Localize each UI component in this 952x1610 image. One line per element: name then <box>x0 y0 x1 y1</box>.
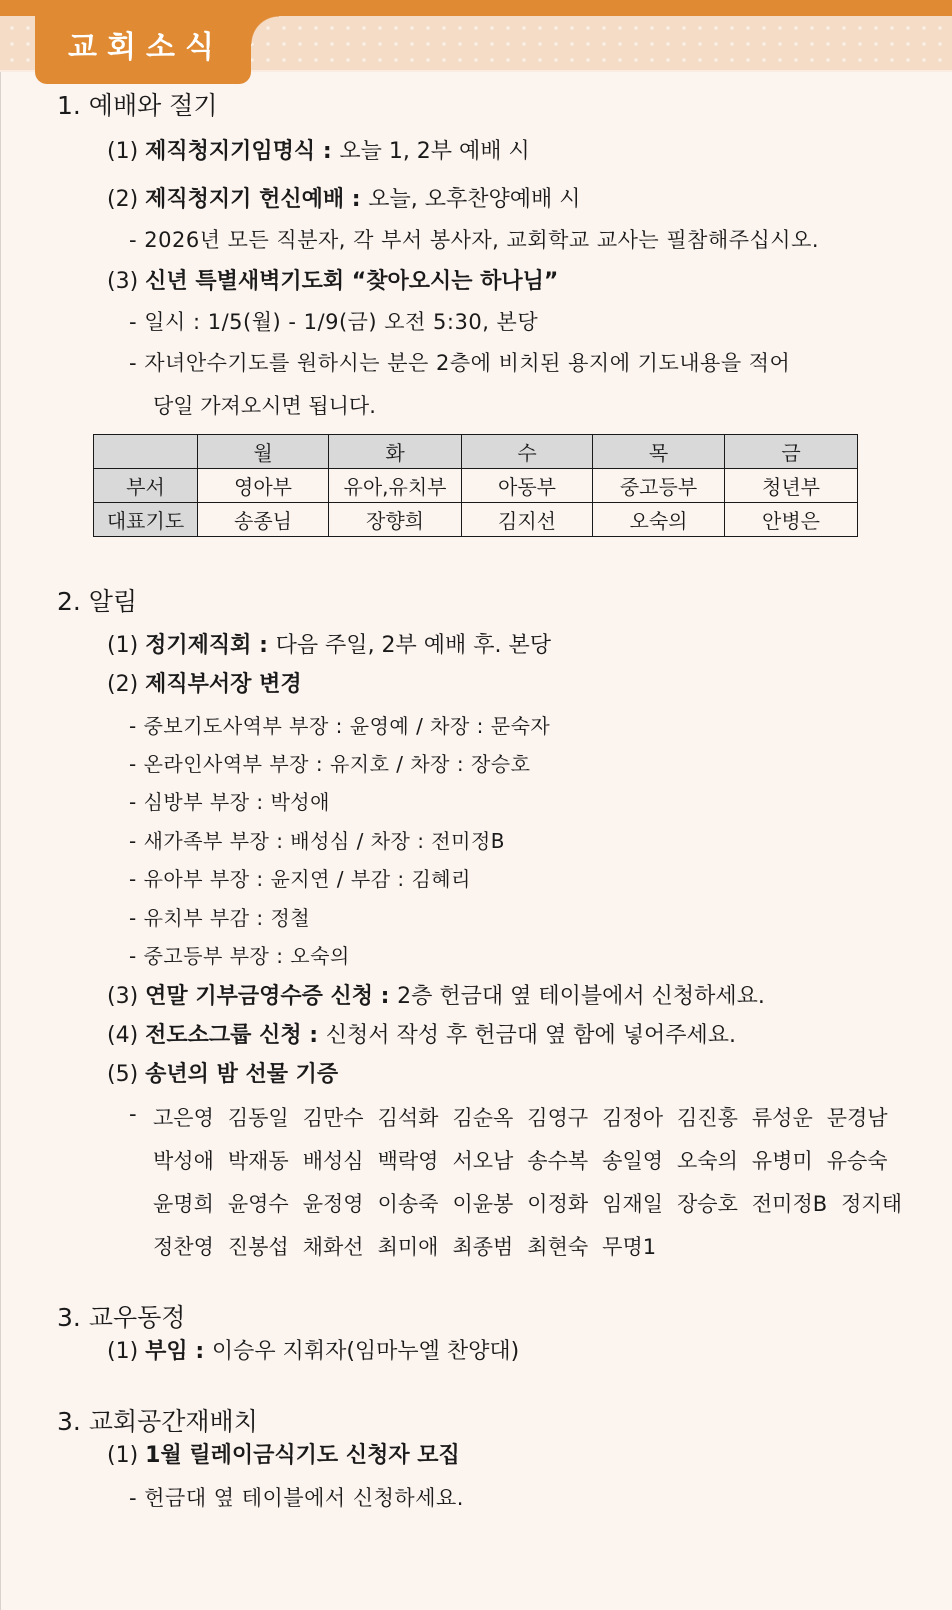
bullet-dept-change: - 중고등부 부장 : 오숙의 <box>129 944 350 968</box>
table-cell: 송종님 <box>198 503 329 537</box>
table-header-row <box>94 435 858 469</box>
donor-name: 장승호 <box>677 1192 738 1216</box>
table-header-cell: 화 <box>329 435 462 469</box>
bullet-dept-change: - 새가족부 부장 : 배성심 / 차장 : 전미정B <box>129 829 505 853</box>
bullet-dept-change: - 온라인사역부 부장 : 유지호 / 차장 : 장승호 <box>129 752 531 776</box>
donor-name: 김동일 <box>227 1106 289 1130</box>
donor-name: 문경남 <box>826 1106 888 1130</box>
table-row <box>94 469 858 503</box>
item-number: (2) <box>107 672 139 697</box>
item-announce-5 <box>107 1057 338 1088</box>
table-cell: 중고등부 <box>593 469 725 503</box>
bullet-dept-change: - 유아부 부장 : 윤지연 / 부감 : 김혜리 <box>129 867 471 891</box>
donor-name: 채화선 <box>302 1235 364 1259</box>
item-announce-1 <box>107 628 551 659</box>
donor-name: 최미애 <box>377 1235 439 1259</box>
table-header-cell: 월 <box>198 435 329 469</box>
item-text: 신청서 작성 후 헌금대 옆 함에 넣어주세요. <box>325 1023 736 1048</box>
donor-name: 유승숙 <box>826 1149 888 1173</box>
donor-names-line <box>153 1145 902 1175</box>
bullet-continuation: 당일 가져오시면 됩니다. <box>153 394 376 418</box>
table-cell: 장향희 <box>329 503 462 537</box>
table-cell: 안병은 <box>725 503 858 537</box>
table-cell: 영아부 <box>198 469 329 503</box>
donor-name: 백락영 <box>377 1149 439 1173</box>
item-label: 연말 기부금영수증 신청 <box>145 984 374 1009</box>
donor-name: 진봉섭 <box>227 1235 289 1259</box>
item-label: 송년의 밤 선물 기증 <box>145 1062 339 1087</box>
donor-name: 류성운 <box>751 1106 813 1130</box>
item-number: (1) <box>107 633 139 658</box>
prayer-schedule-table <box>93 434 858 537</box>
item-number: (2) <box>107 187 139 212</box>
item-number: (1) <box>107 1443 139 1468</box>
item-text: 이승우 지휘자(임마누엘 찬양대) <box>211 1339 520 1364</box>
item-separator: : <box>251 633 276 658</box>
donor-name: 송일영 <box>602 1149 664 1173</box>
donor-name: 임재일 <box>602 1192 664 1216</box>
donor-name: 전미정B <box>751 1192 828 1216</box>
table-cell: 유아,유치부 <box>329 469 462 503</box>
donor-name: 김진홍 <box>677 1106 738 1130</box>
table-header-cell: 수 <box>462 435 593 469</box>
item-label: 제직청지기임명식 <box>145 139 316 164</box>
donor-names-line <box>153 1102 902 1132</box>
bullet-schedule: - 일시 : 1/5(월) - 1/9(금) 오전 5:30, 본당 <box>129 310 539 334</box>
table-row <box>94 503 858 537</box>
item-worship-3 <box>107 264 558 295</box>
donor-name: 최종범 <box>452 1235 514 1259</box>
item-separator: : <box>344 187 369 212</box>
donor-name: 이윤봉 <box>452 1192 514 1216</box>
page-title: 교회소식 <box>68 30 224 65</box>
donor-name: 윤영수 <box>227 1192 289 1216</box>
donor-name: 윤정영 <box>302 1192 364 1216</box>
item-text: 다음 주일, 2부 예배 후. 본당 <box>275 633 552 658</box>
item-number: (3) <box>107 269 139 294</box>
table-row-label: 대표기도 <box>94 503 198 537</box>
section-title-member-news: 3. 교우동정 <box>57 1303 186 1332</box>
donor-name: 배성심 <box>302 1149 364 1173</box>
table-header-cell: 금 <box>725 435 858 469</box>
item-text: 오늘 1, 2부 예배 시 <box>339 139 530 164</box>
donor-name: 박성애 <box>153 1149 214 1173</box>
item-announce-3 <box>107 979 765 1010</box>
item-number: (1) <box>107 139 139 164</box>
item-text: 오늘, 오후찬양예배 시 <box>368 187 581 212</box>
table-cell: 김지선 <box>462 503 593 537</box>
donor-name: 서오남 <box>452 1149 514 1173</box>
table-header-cell: 목 <box>593 435 725 469</box>
page-left-border <box>0 0 1 1610</box>
item-text: 2층 헌금대 옆 테이블에서 신청하세요. <box>397 984 765 1009</box>
donor-name: 무명1 <box>602 1235 657 1259</box>
item-number: (4) <box>107 1023 139 1048</box>
item-member-news-1 <box>107 1334 519 1365</box>
item-label: 정기제직회 <box>145 633 252 658</box>
item-announce-2 <box>107 667 302 698</box>
item-label: 부임 <box>145 1339 188 1364</box>
bullet-dept-change: - 중보기도사역부 부장 : 윤영예 / 차장 : 문숙자 <box>129 714 551 738</box>
item-number: (1) <box>107 1339 139 1364</box>
donor-name: 이정화 <box>527 1192 589 1216</box>
item-announce-4 <box>107 1018 736 1049</box>
item-number: (3) <box>107 984 139 1009</box>
item-label: 신년 특별새벽기도회 “찾아오시는 하나님” <box>145 269 559 294</box>
item-number: (5) <box>107 1062 139 1087</box>
table-row-label: 부서 <box>94 469 198 503</box>
donor-names-line <box>153 1188 916 1218</box>
donor-list-dash: - <box>129 1102 138 1126</box>
table-cell: 아동부 <box>462 469 593 503</box>
item-label: 제직청지기 헌신예배 <box>145 187 345 212</box>
donor-name: 정지태 <box>841 1192 902 1216</box>
donor-name: 오숙의 <box>677 1149 738 1173</box>
item-separator: : <box>315 139 340 164</box>
donor-name: 김영구 <box>527 1106 589 1130</box>
donor-name: 송수복 <box>527 1149 589 1173</box>
donor-name: 유병미 <box>751 1149 813 1173</box>
item-separator: : <box>301 1023 326 1048</box>
item-worship-2 <box>107 182 580 213</box>
table-header-cell <box>94 435 198 469</box>
donor-name: 이송죽 <box>377 1192 439 1216</box>
table-cell: 오숙의 <box>593 503 725 537</box>
item-separator: : <box>187 1339 212 1364</box>
donor-name: 김순옥 <box>452 1106 514 1130</box>
bullet-dept-change: - 유치부 부감 : 정철 <box>129 906 311 930</box>
section-title-worship: 1. 예배와 절기 <box>57 91 218 120</box>
donor-name: 정찬영 <box>153 1235 214 1259</box>
donor-names-line <box>153 1231 670 1261</box>
item-space-1 <box>107 1438 460 1469</box>
bullet-fasting-signup: - 헌금대 옆 테이블에서 신청하세요. <box>129 1486 464 1510</box>
item-label: 제직부서장 변경 <box>145 672 302 697</box>
item-separator: : <box>373 984 398 1009</box>
bullet-dept-change: - 심방부 부장 : 박성애 <box>129 790 330 814</box>
item-label: 전도소그룹 신청 <box>145 1023 302 1048</box>
item-label: 1월 릴레이금식기도 신청자 모집 <box>145 1443 460 1468</box>
donor-name: 김만수 <box>302 1106 364 1130</box>
donor-name: 박재동 <box>227 1149 289 1173</box>
bullet-attendance-notice: - 2026년 모든 직분자, 각 부서 봉사자, 교회학교 교사는 필참해주십시오. <box>129 228 820 252</box>
donor-name: 최현숙 <box>527 1235 589 1259</box>
table-cell: 청년부 <box>725 469 858 503</box>
bullet-child-prayer: - 자녀안수기도를 원하시는 분은 2층에 비치된 용지에 기도내용을 적어 <box>129 351 791 375</box>
donor-name: 김정아 <box>602 1106 664 1130</box>
donor-name: 김석화 <box>377 1106 439 1130</box>
section-title-announcements: 2. 알림 <box>57 587 138 616</box>
item-worship-1 <box>107 134 530 165</box>
donor-name: 윤명희 <box>153 1192 214 1216</box>
donor-name: 고은영 <box>153 1106 214 1130</box>
section-title-space-rearrangement: 3. 교회공간재배치 <box>57 1407 258 1436</box>
